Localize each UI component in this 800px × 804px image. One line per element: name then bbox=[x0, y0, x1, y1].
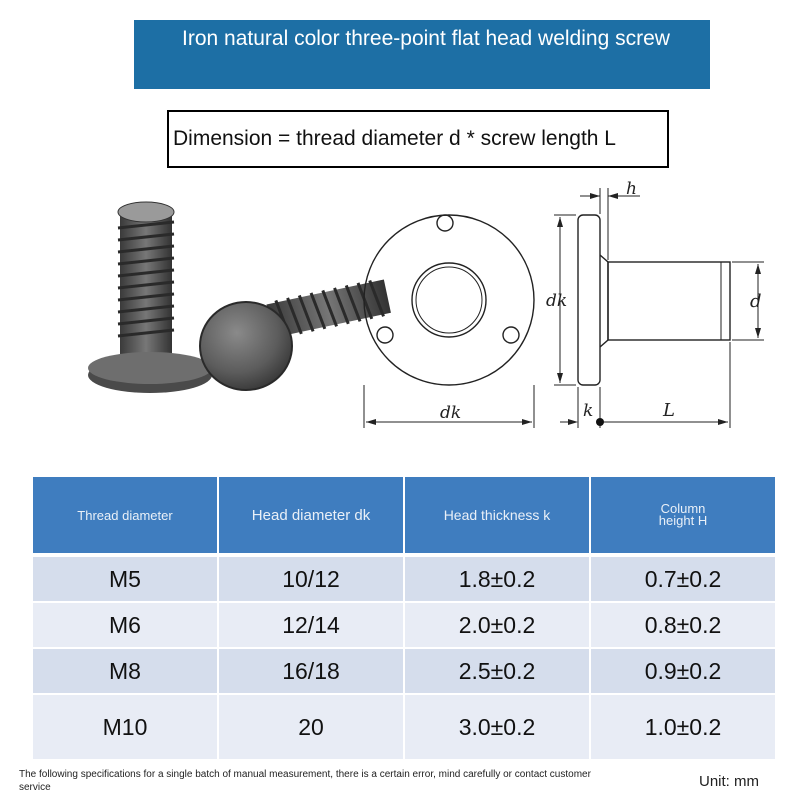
dimension-formula-box bbox=[167, 110, 669, 168]
dimension-formula: Dimension = thread diameter d * screw length L bbox=[173, 127, 616, 150]
table-row bbox=[33, 649, 775, 695]
cell-thread: M10 bbox=[33, 695, 217, 761]
d-label: d bbox=[750, 291, 762, 312]
table-header-row bbox=[33, 477, 775, 557]
header-head-thickness: Head thickness k bbox=[405, 477, 589, 557]
cell-head-diameter: 20 bbox=[219, 695, 403, 761]
cell-head-diameter: 12/14 bbox=[219, 603, 403, 649]
cell-thread: M8 bbox=[33, 649, 217, 695]
cell-head-thickness: 1.8±0.2 bbox=[405, 557, 589, 603]
h-label: h bbox=[626, 179, 637, 199]
front-view-drawing bbox=[364, 215, 534, 428]
spec-table bbox=[31, 477, 777, 761]
header-head-diameter: Head diameter dk bbox=[219, 477, 403, 557]
cell-column-height: 0.7±0.2 bbox=[591, 557, 775, 603]
measurement-note: The following specifications for a single batch of manual measurement, there is a certain error, mind carefully or contact customer service bbox=[19, 769, 591, 793]
reference-dot bbox=[596, 418, 604, 426]
side-view-drawing bbox=[554, 188, 764, 428]
cell-thread: M6 bbox=[33, 603, 217, 649]
product-illustration bbox=[60, 170, 780, 440]
cell-thread: M5 bbox=[33, 557, 217, 603]
cell-head-thickness: 2.5±0.2 bbox=[405, 649, 589, 695]
cell-column-height: 0.8±0.2 bbox=[591, 603, 775, 649]
cell-head-diameter: 16/18 bbox=[219, 649, 403, 695]
k-label: k bbox=[583, 401, 594, 421]
cell-column-height: 1.0±0.2 bbox=[591, 695, 775, 761]
dk-side-label: dk bbox=[546, 291, 568, 311]
title-banner bbox=[134, 20, 710, 89]
banner-title: Iron natural color three-point flat head welding screw bbox=[182, 27, 670, 50]
dk-front-label: dk bbox=[440, 403, 462, 423]
table-row bbox=[33, 695, 775, 761]
unit-label: Unit: mm bbox=[699, 773, 759, 790]
L-label: L bbox=[663, 400, 675, 421]
table-row bbox=[33, 603, 775, 649]
header-column-height: Column height H bbox=[591, 477, 775, 557]
cell-head-diameter: 10/12 bbox=[219, 557, 403, 603]
cell-head-thickness: 2.0±0.2 bbox=[405, 603, 589, 649]
cell-column-height: 0.9±0.2 bbox=[591, 649, 775, 695]
screw-photo bbox=[88, 202, 391, 393]
cell-head-thickness: 3.0±0.2 bbox=[405, 695, 589, 761]
header-thread-diameter: Thread diameter bbox=[33, 477, 217, 557]
table-row bbox=[33, 557, 775, 603]
